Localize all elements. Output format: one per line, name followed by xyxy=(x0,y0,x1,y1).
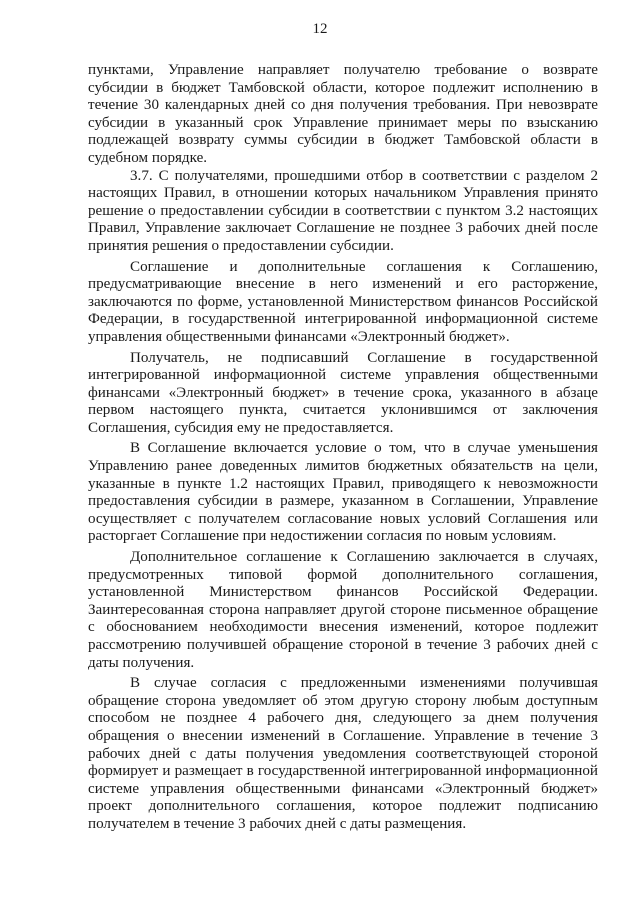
page-number: 12 xyxy=(312,21,328,37)
paragraph-unsigned-recipient: Получатель, не подписавший Соглашение в государственной интегрированной информационной системе управления общественными финансами «Электронный бюджет» в течение срока, указанного в абзаце первом настоящего пункта, считается уклонившимся от заключения Соглашения, субсидия ему не предоставляется. xyxy=(88,349,598,436)
paragraph-additional-agreement: Дополнительное соглашение к Соглашению заключается в случаях, предусмотренных типовой формой дополнительного соглашения, установленной Министерством финансов Российской Федерации. Заинтересованная сторона направляет другой стороне письменное обращение с обоснованием необходимости внесения изменений, которое подлежит рассмотрению получившей обращение стороной в течение 3 рабочих дней с даты получения. xyxy=(88,549,598,671)
paragraph-consent-procedure: В случае согласия с предложенными изменениями получившая обращение сторона уведомляет об этом другую сторону любым доступным способом не позднее 4 рабочего дня, следующего за днем получения обращения о внесении изменений в Соглашение. Управление в течение 3 рабочих дней с даты получения уведомления соответствующей стороной формирует и размещает в государственной интегрированной информационной системе управления общественными финансами «Электронный бюджет» проект дополнительного соглашения, которое подлежит подписанию получателем в течение 3 рабочих дней с даты размещения. xyxy=(88,675,598,832)
paragraph-limits-reduction: В Соглашение включается условие о том, что в случае уменьшения Управлению ранее доведенных лимитов бюджетных обязательств на цели, указанные в пункте 1.2 настоящих Правил, приводящего к невозможности предоставления субсидии в размере, указанном в Соглашении, Управление осуществляет с получателем согласование новых условий Соглашения или расторгает Соглашение при недостижении согласия по новым условиям. xyxy=(88,440,598,545)
paragraph-clause-3-7: 3.7. С получателями, прошедшими отбор в соответствии с разделом 2 настоящих Правил, в отношении которых начальником Управления принято решение о предоставлении субсидии в соответствии с пунктом 3.2 настоящих Правил, Управление заключает Соглашение не позднее 3 рабочих дней после принятия решения о предоставлении субсидии. xyxy=(88,167,598,254)
paragraph-agreement-form: Соглашение и дополнительные соглашения к Соглашению, предусматривающие внесение в него изменений и его расторжение, заключаются по форме, установленной Министерством финансов Российской Федерации, в государственной интегрированной информационной системе управления общественными финансами «Электронный бюджет». xyxy=(88,258,598,345)
document-body xyxy=(88,62,598,834)
paragraph-continuation: пунктами, Управление направляет получателю требование о возврате субсидии в бюджет Тамбовской области, которое подлежит исполнению в течение 30 календарных дней со дня получения требования. При невозврате субсидии в указанный срок Управление принимает меры по взысканию подлежащей возврату суммы субсидии в бюджет Тамбовской области в судебном порядке. xyxy=(88,62,598,166)
